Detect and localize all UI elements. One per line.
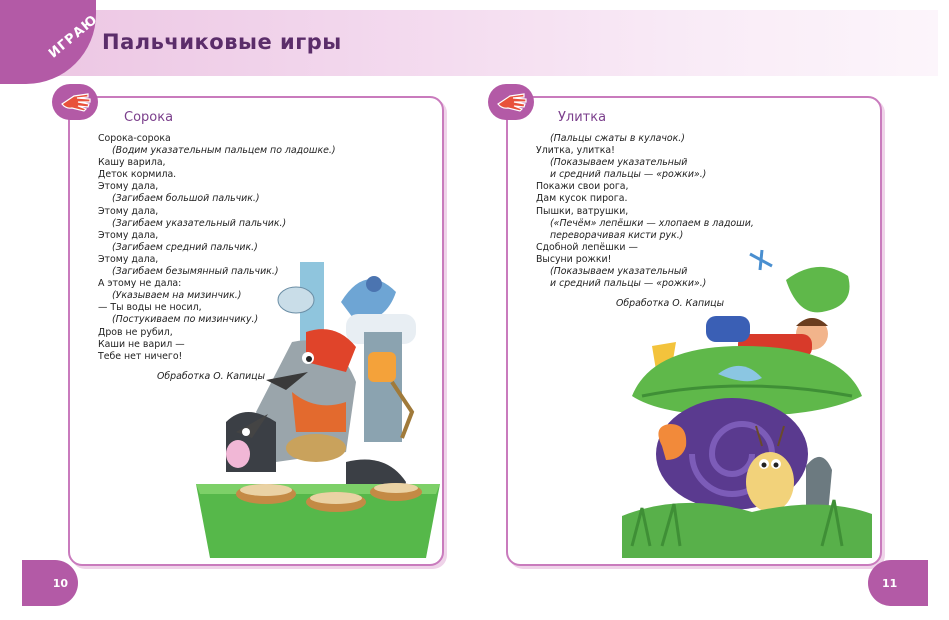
poem-line: (Водим указательным пальцем по ладошке.) bbox=[112, 145, 336, 157]
poem-line: (Показываем указательный bbox=[550, 266, 688, 278]
poem-line: Высуни рожки! bbox=[536, 253, 612, 265]
hand-icon bbox=[52, 84, 98, 120]
crow-family-illustration bbox=[196, 262, 440, 558]
poem-line: Этому дала, bbox=[98, 229, 159, 241]
poem-credit-ulitka: Обработка О. Капицы bbox=[616, 298, 724, 309]
snail-illustration bbox=[622, 246, 872, 558]
poem-line: (Постукиваем по мизинчику.) bbox=[112, 314, 259, 326]
poem-title-ulitka: Улитка bbox=[558, 110, 607, 125]
poem-line: Этому дала, bbox=[98, 181, 159, 193]
poem-line: переворачивая кисти рук.) bbox=[550, 229, 684, 241]
poem-line: А этому не дала: bbox=[98, 278, 182, 290]
poem-line: Каши не варил — bbox=[98, 338, 185, 350]
poem-line: (Показываем указательный bbox=[550, 157, 688, 169]
poem-line: (Загибаем средний пальчик.) bbox=[112, 241, 258, 253]
section-label: ИГРАЮ bbox=[46, 12, 101, 62]
poem-line: и средний пальцы — «рожки».) bbox=[550, 278, 707, 290]
poem-line: (Загибаем безымянный пальчик.) bbox=[112, 266, 279, 278]
poem-title-soroka: Сорока bbox=[124, 110, 174, 125]
poem-line: Улитка, улитка! bbox=[536, 145, 615, 157]
poem-line: Этому дала, bbox=[98, 253, 159, 265]
poem-line: Сдобной лепёшки — bbox=[536, 241, 638, 253]
poem-line: (Пальцы сжаты в кулачок.) bbox=[550, 133, 685, 144]
poem-line: Дров не рубил, bbox=[98, 326, 173, 338]
poem-credit-soroka: Обработка О. Капицы bbox=[157, 371, 265, 382]
poem-line: Пышки, ватрушки, bbox=[536, 205, 629, 217]
poem-line: и средний пальцы — «рожки».) bbox=[550, 169, 707, 181]
poem-line: («Печём» лепёшки — хлопаем в ладоши, bbox=[550, 217, 754, 229]
poem-line: Покажи свои рога, bbox=[536, 181, 629, 193]
page-title: Пальчиковые игры bbox=[102, 30, 342, 54]
poem-line: Кашу варила, bbox=[98, 157, 166, 169]
poem-line: Сорока-сорока bbox=[98, 133, 171, 144]
poem-line: (Загибаем указательный пальчик.) bbox=[112, 217, 287, 229]
poem-line: — Ты воды не носил, bbox=[98, 302, 202, 314]
page-number-right: 11 bbox=[868, 560, 928, 606]
poem-line: Деток кормила. bbox=[98, 169, 177, 181]
hand-icon bbox=[488, 84, 534, 120]
poem-line: (Указываем на мизинчик.) bbox=[112, 290, 242, 302]
page-number-left: 10 bbox=[22, 560, 78, 606]
poem-line: Этому дала, bbox=[98, 205, 159, 217]
poem-line: (Загибаем большой пальчик.) bbox=[112, 193, 260, 205]
poem-line: Тебе нет ничего! bbox=[98, 350, 183, 362]
poem-line: Дам кусок пирога. bbox=[536, 193, 628, 205]
